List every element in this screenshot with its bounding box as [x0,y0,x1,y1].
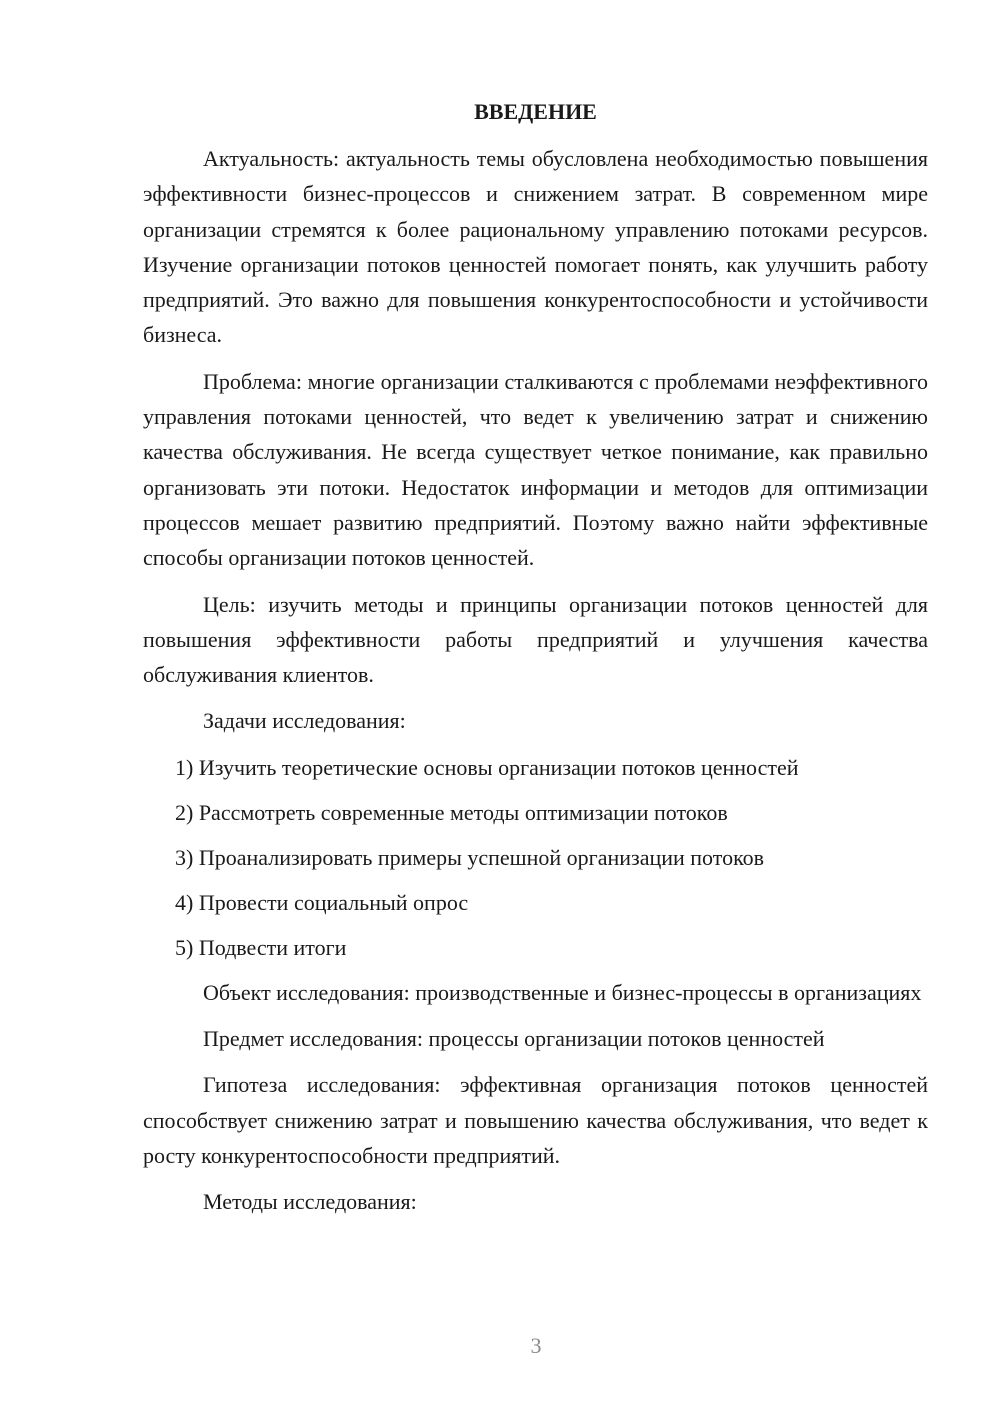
relevance-paragraph: Актуальность: актуальность темы обусловлена необходимостью повышения эффективности бизнес-процессов и снижением затрат. В современном мире организации стремятся к более рациональному управлению потоками ресурсов. Изучение организации потоков ценностей помогает понять, как улучшить работу предприятий. Это важно для повышения конкурентоспособности и устойчивости бизнеса. [143,146,928,348]
object-paragraph: Объект исследования: производственные и бизнес-процессы в организациях [203,979,922,1005]
tasks-intro: Задачи исследования: [203,708,406,734]
page-title: ВВЕДЕНИЕ [474,99,597,124]
task-item-3: 3) Проанализировать примеры успешной организации потоков [175,844,765,870]
hypothesis-paragraph: Гипотеза исследования: эффективная организация потоков ценностей способствует снижению затрат и повышению качества обслуживания, что ведет к росту конкурентоспособности предприятий. [143,1072,928,1168]
task-item-4: 4) Провести социальный опрос [175,889,469,915]
methods-paragraph: Методы исследования: [203,1189,417,1215]
subject-paragraph: Предмет исследования: процессы организации потоков ценностей [203,1026,825,1052]
page-number: 3 [530,1333,542,1358]
problem-paragraph: Проблема: многие организации сталкиваются с проблемами неэффективного управления потоками ценностей, что ведет к увеличению затрат и снижению качества обслуживания. Не всегда существует четкое понимание, как правильно организовать эти потоки. Недостаток информации и методов для оптимизации процессов мешает развитию предприятий. Поэтому важно найти эффективные способы организации потоков ценностей. [143,368,928,571]
page-content [143,94,928,1231]
task-item-1: 1) Изучить теоретические основы организации потоков ценностей [175,754,799,780]
task-item-2: 2) Рассмотреть современные методы оптимизации потоков [175,799,728,825]
task-item-5: 5) Подвести итоги [175,934,347,960]
goal-paragraph: Цель: изучить методы и принципы организации потоков ценностей для повышения эффективности работы предприятий и улучшения качества обслуживания клиентов. [143,591,928,688]
